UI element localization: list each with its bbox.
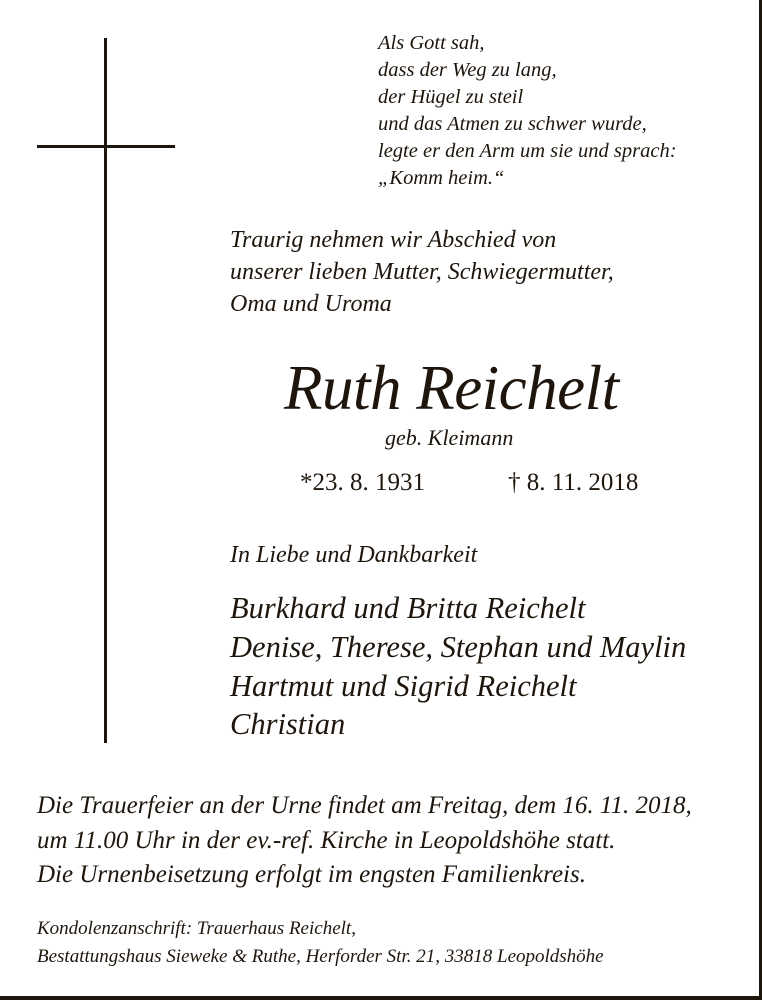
info-line: um 11.00 Uhr in der ev.-ref. Kirche in Leopoldshöhe statt. [37,827,616,854]
intro-line: unserer lieben Mutter, Schwiegermutter, [230,259,614,285]
info-line: Die Urnenbeisetzung erfolgt im engsten Familienkreis. [37,861,586,888]
condolence-line: Kondolenzanschrift: Trauerhaus Reichelt, [37,918,356,939]
birth-date: *23. 8. 1931 [300,469,425,496]
birth-name: geb. Kleimann [385,425,514,450]
family-line: Hartmut und Sigrid Reichelt [230,669,577,703]
info-line: Die Trauerfeier an der Urne findet am Freitag, dem 16. 11. 2018, [37,792,692,819]
border-bottom [0,996,762,1000]
poem-line: „Komm heim.“ [378,167,505,189]
cross-horizontal-bar [37,145,175,148]
family-line: Christian [230,707,346,741]
condolence-line: Bestattungshaus Sieweke & Ruthe, Herforder Str. 21, 33818 Leopoldshöhe [37,946,604,967]
family-line: Denise, Therese, Stephan und Maylin [230,630,687,664]
poem-line: dass der Weg zu lang, [378,59,557,81]
intro-line: Oma und Uroma [230,291,392,317]
poem-line: legte er den Arm um sie und sprach: [378,140,677,162]
cross-vertical-bar [104,38,107,743]
death-date: † 8. 11. 2018 [508,469,639,496]
poem-line: Als Gott sah, [378,32,485,54]
closing-text: In Liebe und Dankbarkeit [230,542,478,568]
poem-line: der Hügel zu steil [378,86,524,108]
intro-line: Traurig nehmen wir Abschied von [230,227,557,253]
deceased-name: Ruth Reichelt [284,353,619,423]
family-line: Burkhard und Britta Reichelt [230,591,586,625]
poem-line: und das Atmen zu schwer wurde, [378,113,647,135]
